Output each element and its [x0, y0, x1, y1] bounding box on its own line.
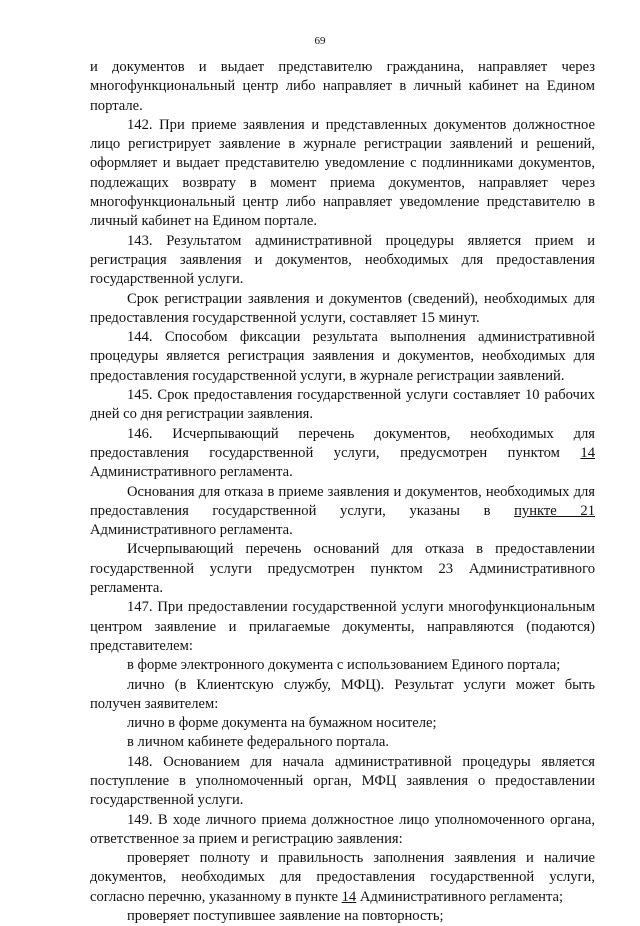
- paragraph: лично в форме документа на бумажном носителе;: [127, 715, 437, 732]
- paragraph: 143. Результатом административной процедуры является прием и регистрация заявления и документов, необходимых для предоставления государственной услуги.: [90, 232, 595, 288]
- paragraph: и документов и выдает представителю гражданина, направляет через многофункциональный центр либо направляет в личный кабинет на Едином портале.: [90, 59, 595, 114]
- paragraph: 147. При предоставлении государственной услуги многофункциональным центром заявление и прилагаемые документы, направляются (подаются) представителем:: [90, 599, 595, 654]
- page-number: 69: [314, 35, 326, 47]
- document-body: [90, 58, 595, 926]
- paragraph: 142. При приеме заявления и представленных документов должностное лицо регистрирует заявление в журнале регистрации заявлений и решений, оформляет и выдает представителю уведомление с подлинниками документов, подлежащих возврату в момент приема документов, направляет через многофункциональный центр либо направляет уведомление представителю в личный кабинет на Едином портале.: [90, 116, 595, 230]
- paragraph: Срок регистрации заявления и документов (сведений), необходимых для предоставления государственной услуги, составляет 15 минут.: [90, 290, 595, 326]
- paragraph-text: Административного регламента.: [90, 464, 293, 481]
- paragraph: в форме электронного документа с использованием Единого портала;: [127, 657, 561, 674]
- paragraph: лично (в Клиентскую службу, МФЦ). Результат услуги может быть получен заявителем:: [90, 676, 595, 712]
- paragraph: [90, 849, 595, 907]
- paragraph: 148. Основанием для начала административной процедуры является поступление в уполномоченный орган, МФЦ заявления о предоставлении государственной услуги.: [90, 753, 595, 809]
- paragraph: 144. Способом фиксации результата выполнения административной процедуры является регистрация заявления и документов, необходимых для предоставления государственной услуги, в журнале регистрации заявлений.: [90, 329, 595, 384]
- regulation-reference-link[interactable]: пункте 21: [514, 502, 595, 519]
- paragraph-text: Административного регламента;: [356, 888, 564, 905]
- paragraph-text: Основания для отказа в приеме заявления и документов, необходимых для предоставления государственной услуги, указаны в: [90, 483, 595, 519]
- paragraph: 149. В ходе личного приема должностное лицо уполномоченного органа, ответственное за прием и регистрацию заявления:: [90, 811, 595, 847]
- paragraph-text: проверяет полноту и правильность заполнения заявления и наличие документов, необходимых для предоставления государственной услуги, согласно перечню, указанному в пункте: [90, 850, 595, 905]
- paragraph-text: 146. Исчерпывающий перечень документов, необходимых для предоставления государственной услуги, предусмотрен пунктом: [90, 425, 595, 461]
- paragraph: [90, 483, 595, 541]
- paragraph: Исчерпывающий перечень оснований для отказа в предоставлении государственной услуги предусмотрен пунктом 23 Административного регламента.: [90, 541, 595, 597]
- paragraph: [90, 425, 595, 483]
- paragraph: проверяет поступившее заявление на повторность;: [127, 908, 444, 925]
- regulation-reference-link[interactable]: 14: [341, 888, 357, 905]
- paragraph: 145. Срок предоставления государственной услуги составляет 10 рабочих дней со дня регистрации заявления.: [90, 387, 595, 423]
- regulation-reference-link[interactable]: 14: [580, 444, 595, 461]
- paragraph-text: Административного регламента.: [90, 522, 293, 539]
- paragraph: в личном кабинете федерального портала.: [127, 734, 389, 751]
